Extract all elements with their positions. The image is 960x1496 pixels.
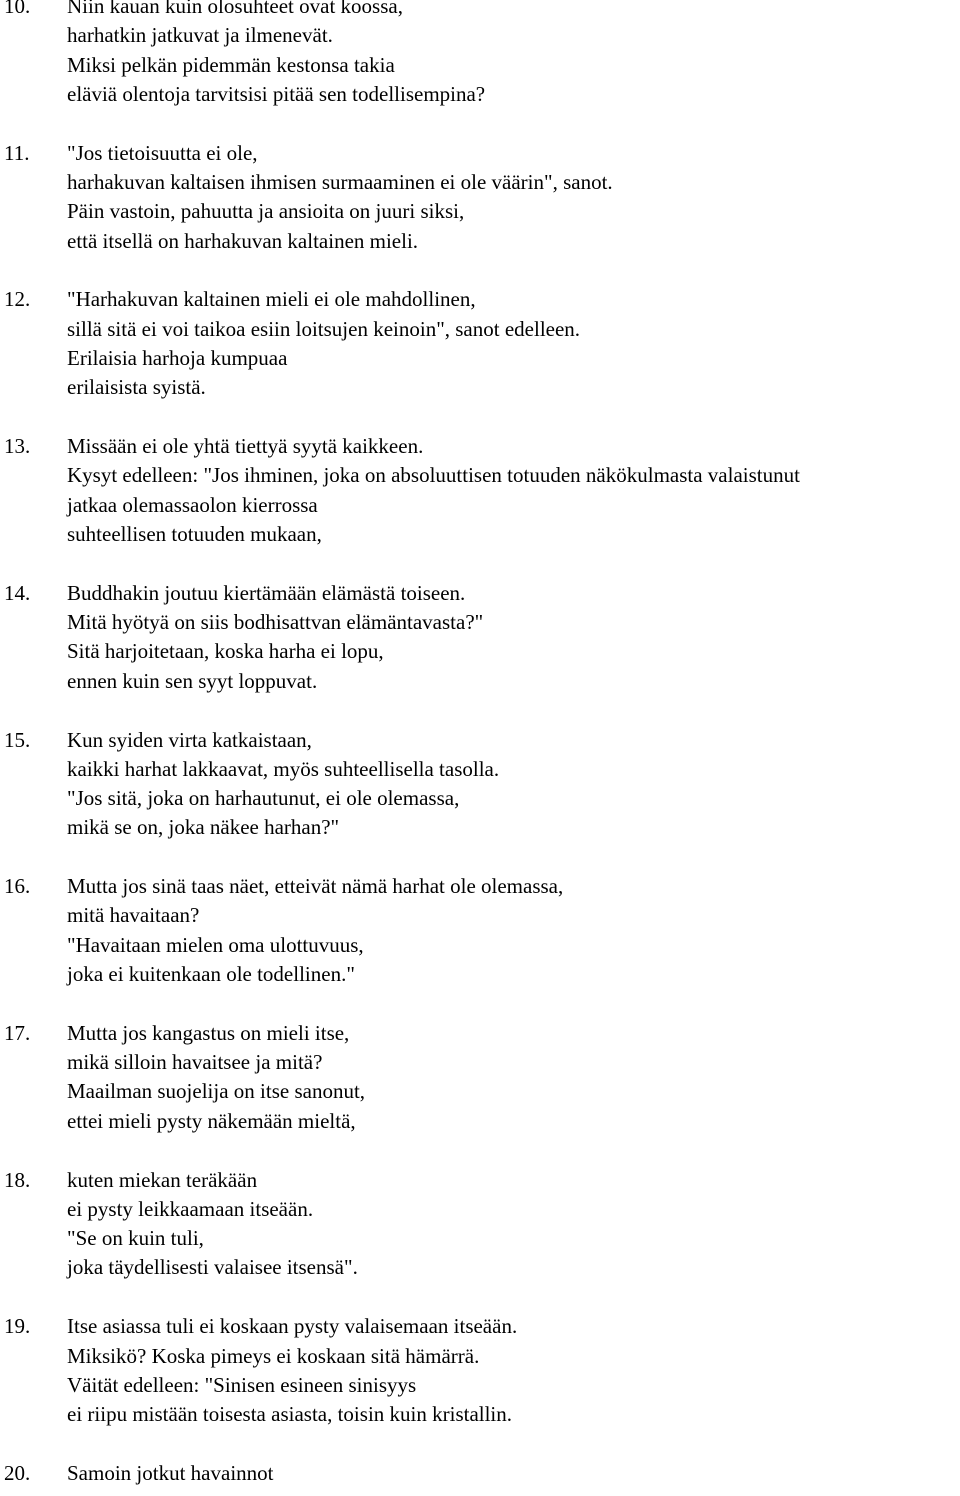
- verse-lines: [67, 1459, 960, 1488]
- verse-line: "Se on kuin tuli,: [67, 1226, 204, 1251]
- verse-line: harhatkin jatkuvat ja ilmenevät.: [67, 23, 333, 48]
- verse-lines: [67, 872, 960, 989]
- verse-line: erilaisista syistä.: [67, 375, 206, 400]
- verse-number: 14.: [4, 580, 31, 605]
- verse-line: jatkaa olemassaolon kierrossa: [67, 492, 318, 517]
- verse-line: Kun syiden virta katkaistaan,: [67, 727, 312, 752]
- verse-line: ennen kuin sen syyt loppuvat.: [67, 668, 318, 693]
- verse-line: Buddhakin joutuu kiertämään elämästä toiseen.: [67, 580, 466, 605]
- verse-lines: [67, 1312, 960, 1429]
- verse-line: Niin kauan kuin olosuhteet ovat koossa,: [67, 0, 403, 18]
- verse-line: ei pysty leikkaamaan itseään.: [67, 1196, 314, 1221]
- verse-17: [0, 1019, 960, 1136]
- verse-number: 17.: [4, 1020, 31, 1045]
- verse-line: ei riipu mistään toisesta asiasta, toisin kuin kristallin.: [67, 1402, 513, 1427]
- verse-number: 20.: [4, 1461, 31, 1485]
- verse-line: kaikki harhat lakkaavat, myös suhteellisella tasolla.: [67, 756, 500, 781]
- verse-13: [0, 432, 960, 549]
- verse-line: Maailman suojelija on itse sanonut,: [67, 1079, 366, 1104]
- verse-line: Itse asiassa tuli ei koskaan pysty valaisemaan itseään.: [67, 1314, 518, 1339]
- verse-line: sillä sitä ei voi taikoa esiin loitsujen keinoin", sanot edelleen.: [67, 316, 581, 341]
- verse-number: 16.: [4, 874, 31, 899]
- verse-lines: [67, 139, 960, 256]
- verse-line: suhteellisen totuuden mukaan,: [67, 521, 322, 546]
- verse-line: mitä havaitaan?: [67, 903, 200, 928]
- verse-number: 12.: [4, 287, 31, 312]
- verse-lines: [67, 579, 960, 696]
- verse-lines: [67, 0, 960, 109]
- verse-line: mikä silloin havaitsee ja mitä?: [67, 1050, 323, 1075]
- verse-line: Väität edelleen: "Sinisen esineen sinisyys: [67, 1372, 417, 1397]
- verse-lines: [67, 285, 960, 402]
- verse-line: Kysyt edelleen: "Jos ihminen, joka on absoluuttisen totuuden näkökulmasta valaistunut: [67, 463, 800, 488]
- verse-line: mikä se on, joka näkee harhan?": [67, 815, 340, 840]
- verse-line: "Jos sitä, joka on harhautunut, ei ole olemassa,: [67, 786, 460, 811]
- verse-number: 13.: [4, 434, 31, 459]
- verse-lines: [67, 1019, 960, 1136]
- verse-line: harhakuvan kaltaisen ihmisen surmaaminen ei ole väärin", sanot.: [67, 169, 613, 194]
- verse-14: [0, 579, 960, 696]
- verse-line: Mitä hyötyä on siis bodhisattvan elämäntavasta?": [67, 610, 484, 635]
- verse-line: Miksi pelkän pidemmän kestonsa takia: [67, 52, 395, 77]
- verse-lines: [67, 726, 960, 843]
- verse-line: Mutta jos kangastus on mieli itse,: [67, 1020, 350, 1045]
- verse-line: "Jos tietoisuutta ei ole,: [67, 140, 258, 165]
- verse-line: eläviä olentoja tarvitsisi pitää sen todellisempina?: [67, 81, 486, 106]
- verse-line: Miksikö? Koska pimeys ei koskaan sitä hämärrä.: [67, 1343, 480, 1368]
- verse-line: Missään ei ole yhtä tiettyä syytä kaikkeen.: [67, 434, 424, 459]
- verse-number: 11.: [4, 140, 30, 165]
- verse-18: [0, 1166, 960, 1283]
- verse-15: [0, 726, 960, 843]
- verse-line: Mutta jos sinä taas näet, etteivät nämä harhat ole olemassa,: [67, 874, 564, 899]
- verse-number: 19.: [4, 1314, 31, 1339]
- verse-line: "Harhakuvan kaltainen mieli ei ole mahdollinen,: [67, 287, 476, 312]
- verse-19: [0, 1312, 960, 1429]
- verse-number: 18.: [4, 1167, 31, 1192]
- verse-line: "Havaitaan mielen oma ulottuvuus,: [67, 932, 364, 957]
- verse-line: joka täydellisesti valaisee itsensä".: [67, 1255, 358, 1280]
- verse-20: [0, 1459, 960, 1488]
- verse-number: 10.: [4, 0, 31, 18]
- verse-line: Päin vastoin, pahuutta ja ansioita on juuri siksi,: [67, 199, 465, 224]
- verse-line: kuten miekan teräkään: [67, 1167, 258, 1192]
- verse-16: [0, 872, 960, 989]
- verse-line: Erilaisia harhoja kumpuaa: [67, 345, 288, 370]
- verse-11: [0, 139, 960, 256]
- verse-line: että itsellä on harhakuvan kaltainen mieli.: [67, 228, 419, 253]
- verse-lines: [67, 1166, 960, 1283]
- verse-line: Sitä harjoitetaan, koska harha ei lopu,: [67, 639, 384, 664]
- verse-12: [0, 285, 960, 402]
- verse-line: ettei mieli pysty näkemään mieltä,: [67, 1108, 356, 1133]
- verse-10: [0, 0, 960, 109]
- verse-line: joka ei kuitenkaan ole todellinen.": [67, 962, 355, 987]
- verse-number: 15.: [4, 727, 31, 752]
- verse-lines: [67, 432, 960, 549]
- verse-line: Samoin jotkut havainnot: [67, 1461, 274, 1485]
